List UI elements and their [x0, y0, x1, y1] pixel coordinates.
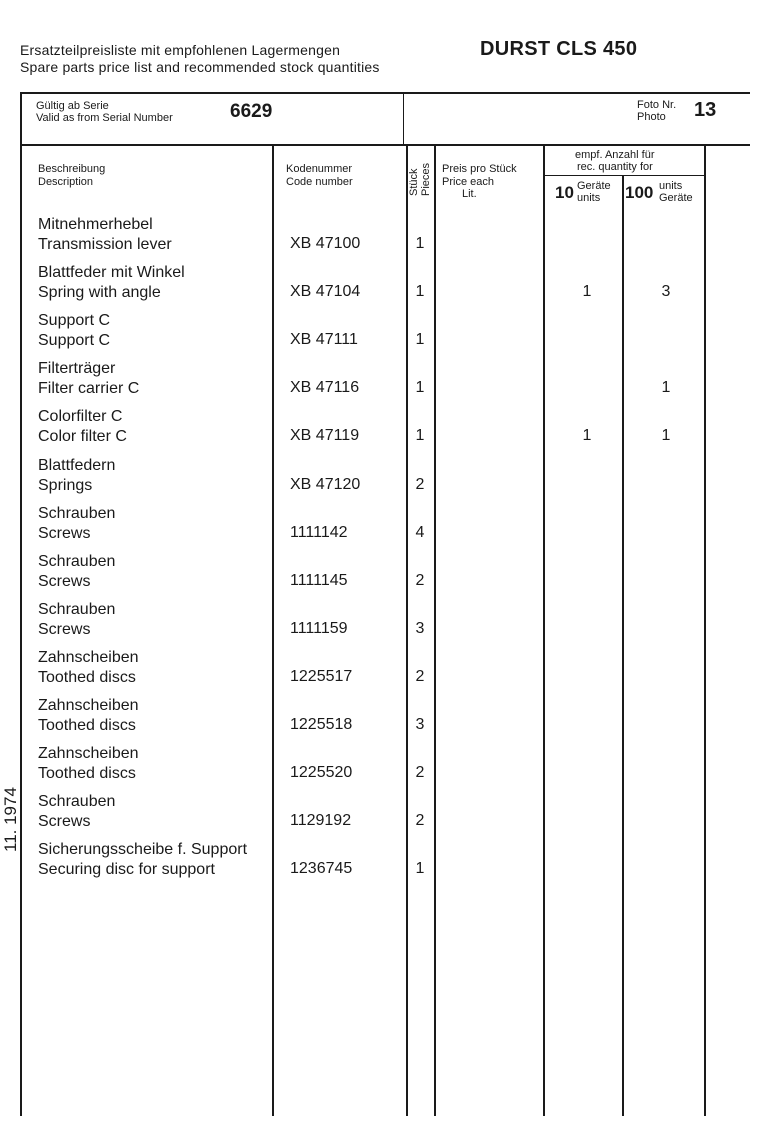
item-description-de: Mitnehmerhebel — [38, 216, 153, 233]
item-pieces: 2 — [415, 476, 425, 493]
item-pieces: 1 — [415, 331, 425, 348]
item-code: 1225518 — [290, 716, 353, 733]
table-row — [0, 456, 760, 500]
col-price-currency: Lit. — [462, 188, 477, 200]
photo-label-en: Photo — [637, 111, 666, 123]
item-pieces: 2 — [415, 668, 425, 685]
table-row — [0, 407, 760, 451]
rec100-number: 100 — [625, 183, 654, 202]
item-description-en: Toothed discs — [38, 717, 136, 734]
item-description-en: Springs — [38, 477, 93, 494]
item-code: XB 47111 — [290, 331, 358, 348]
item-code: 1111145 — [290, 572, 348, 589]
header-separator — [22, 144, 750, 146]
table-row — [0, 359, 760, 403]
item-description-de: Blattfedern — [38, 457, 116, 474]
photo-number: 13 — [694, 99, 717, 121]
rec10-label-bottom: units — [577, 192, 601, 204]
item-rec-10: 1 — [582, 427, 592, 444]
item-description-de: Zahnscheiben — [38, 745, 139, 762]
item-pieces: 1 — [415, 235, 425, 252]
item-pieces: 3 — [415, 620, 425, 637]
item-pieces: 2 — [415, 812, 425, 829]
item-pieces: 1 — [415, 427, 425, 444]
item-code: 1225520 — [290, 764, 353, 781]
item-code: XB 47100 — [290, 235, 361, 252]
table-row — [0, 504, 760, 548]
item-description-de: Schrauben — [38, 553, 116, 570]
serial-label-en: Valid as from Serial Number — [36, 112, 173, 124]
item-description-de: Schrauben — [38, 601, 116, 618]
col-rec-en: rec. quantity for — [577, 161, 653, 173]
item-description-en: Support C — [38, 332, 111, 349]
col-description-en: Description — [38, 176, 94, 188]
header-line-de: Ersatzteilpreisliste mit empfohlenen Lagermengen — [20, 42, 341, 58]
table-row — [0, 840, 760, 884]
item-code: XB 47104 — [290, 283, 361, 300]
side-date: 11. 1974 — [1, 787, 20, 852]
rec10-label-top: Geräte — [577, 180, 611, 192]
table-row — [0, 600, 760, 644]
col-description-de: Beschreibung — [38, 163, 106, 175]
item-code: XB 47119 — [290, 427, 360, 444]
rec100-label-bottom: Geräte — [659, 192, 693, 204]
item-pieces: 2 — [415, 572, 425, 589]
item-rec-100: 1 — [661, 379, 671, 396]
item-description-en: Screws — [38, 525, 91, 542]
rec10-number: 10 — [555, 183, 574, 202]
rec100-label-top: units — [659, 180, 683, 192]
item-description-en: Securing disc for support — [38, 861, 215, 878]
item-rec-100: 3 — [661, 283, 671, 300]
item-pieces: 1 — [415, 283, 425, 300]
item-rec-100: 1 — [661, 427, 671, 444]
item-pieces: 1 — [415, 860, 425, 877]
item-description-de: Zahnscheiben — [38, 697, 139, 714]
item-description-en: Spring with angle — [38, 284, 161, 301]
photo-label-de: Foto Nr. — [637, 99, 677, 111]
item-description-de: Blattfeder mit Winkel — [38, 264, 185, 281]
item-code: XB 47116 — [290, 379, 360, 396]
item-code: 1236745 — [290, 860, 353, 877]
item-pieces: 4 — [415, 524, 425, 541]
item-description-en: Filter carrier C — [38, 380, 140, 397]
item-description-en: Screws — [38, 573, 91, 590]
rec-header-separator — [545, 175, 704, 176]
col-code-de: Kodenummer — [286, 163, 353, 175]
serial-number: 6629 — [230, 101, 273, 122]
item-description-de: Sicherungsscheibe f. Support — [38, 841, 248, 858]
item-description-de: Support C — [38, 312, 111, 329]
table-row — [0, 696, 760, 740]
table-row — [0, 552, 760, 596]
item-rec-10: 1 — [582, 283, 592, 300]
col-code-en: Code number — [286, 176, 353, 188]
table-row — [0, 744, 760, 788]
item-description-en: Color filter C — [38, 428, 127, 445]
item-pieces: 1 — [415, 379, 425, 396]
col-pieces-de: Stück — [408, 168, 420, 196]
col-rec-de: empf. Anzahl für — [575, 149, 655, 161]
header-line-en: Spare parts price list and recommended stock quantities — [20, 59, 380, 75]
item-description-de: Zahnscheiben — [38, 649, 139, 666]
table-row — [0, 311, 760, 355]
table-row — [0, 792, 760, 836]
table-row — [0, 215, 760, 259]
item-pieces: 3 — [415, 716, 425, 733]
item-description-en: Screws — [38, 813, 91, 830]
col-pieces-en: Pieces — [420, 162, 432, 196]
item-code: 1129192 — [290, 812, 352, 829]
item-description-en: Transmission lever — [38, 236, 172, 253]
item-description-en: Toothed discs — [38, 765, 136, 782]
table-top-border — [20, 92, 750, 94]
col-price-de: Preis pro Stück — [442, 163, 517, 175]
item-description-de: Colorfilter C — [38, 408, 123, 425]
serial-photo-divider — [403, 94, 404, 144]
table-row — [0, 648, 760, 692]
item-description-en: Screws — [38, 621, 91, 638]
item-description-de: Schrauben — [38, 793, 116, 810]
item-code: 1111159 — [290, 620, 348, 637]
item-code: XB 47120 — [290, 476, 361, 493]
serial-label-de: Gültig ab Serie — [36, 100, 109, 112]
item-code: 1111142 — [290, 524, 348, 541]
item-description-en: Toothed discs — [38, 669, 136, 686]
col-price-en: Price each — [442, 176, 494, 188]
item-description-de: Filterträger — [38, 360, 116, 377]
item-pieces: 2 — [415, 764, 425, 781]
table-row — [0, 263, 760, 307]
model-title: DURST CLS 450 — [480, 38, 638, 60]
item-description-de: Schrauben — [38, 505, 116, 522]
item-code: 1225517 — [290, 668, 353, 685]
